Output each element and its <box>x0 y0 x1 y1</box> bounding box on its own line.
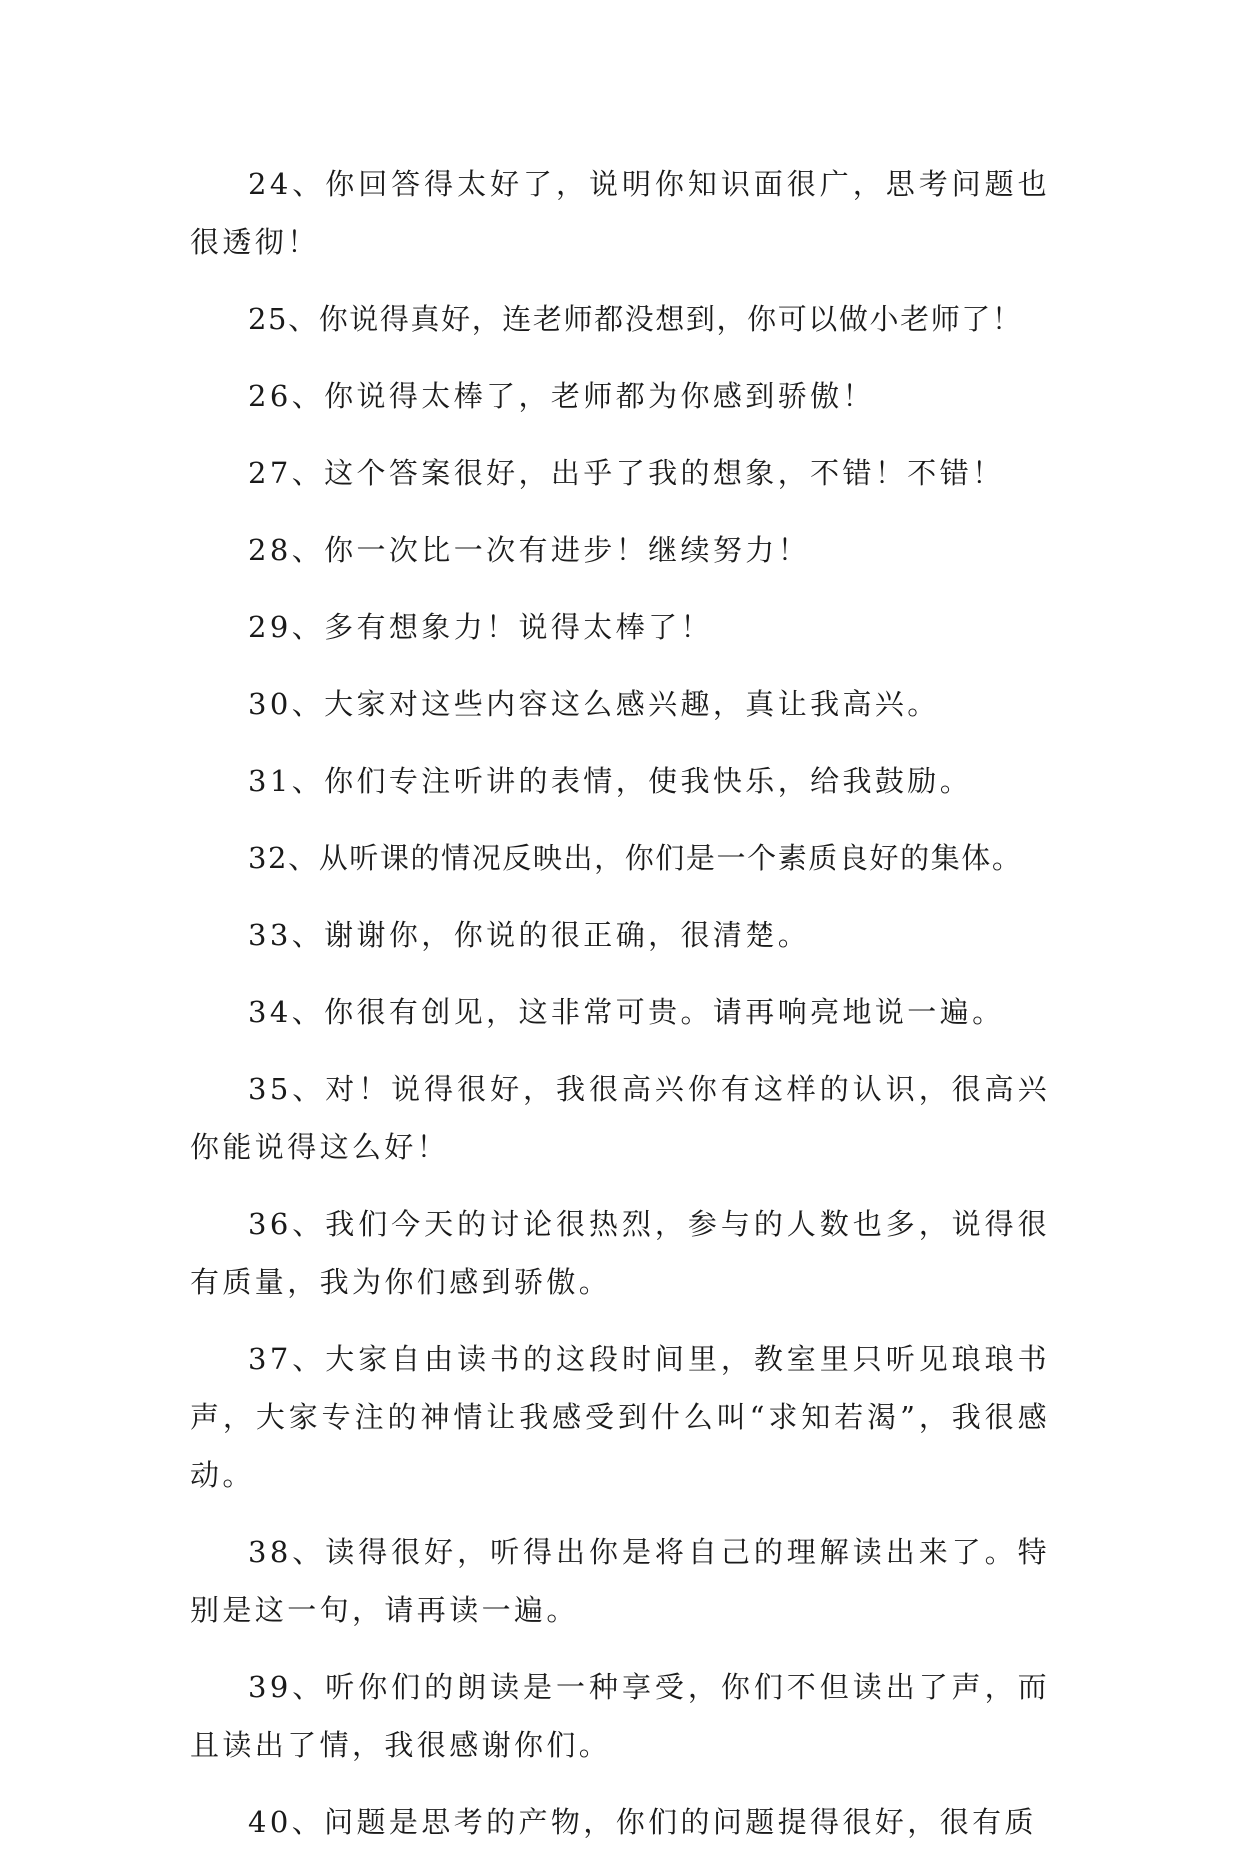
paragraph-31: 31、你们专注听讲的表情，使我快乐，给我鼓励。 <box>248 764 973 798</box>
paragraph-24: 24、你回答得太好了，说明你知识面很广，思考问题也很透彻！ <box>190 167 1050 259</box>
paragraph-33: 33、谢谢你，你说的很正确，很清楚。 <box>248 918 811 952</box>
paragraph-28: 28、你一次比一次有进步！继续努力！ <box>248 533 811 567</box>
paragraph-39: 39、听你们的朗读是一种享受，你们不但读出了声，而且读出了情，我很感谢你们。 <box>190 1670 1050 1762</box>
paragraph-26: 26、你说得太棒了，老师都为你感到骄傲！ <box>248 379 875 413</box>
paragraph-25: 25、你说得真好，连老师都没想到，你可以做小老师了！ <box>248 302 1023 336</box>
paragraph-40: 40、问题是思考的产物，你们的问题提得很好，很有质 <box>248 1805 1037 1839</box>
paragraph-27: 27、这个答案很好，出乎了我的想象，不错！不错！ <box>248 456 1005 490</box>
paragraph-35: 35、对！说得很好，我很高兴你有这样的认识，很高兴你能说得这么好！ <box>190 1072 1050 1164</box>
paragraph-32: 32、从听课的情况反映出，你们是一个素质良好的集体。 <box>248 841 1023 875</box>
paragraph-38: 38、读得很好，听得出你是将自己的理解读出来了。特别是这一句，请再读一遍。 <box>190 1535 1050 1627</box>
paragraph-29: 29、多有想象力！说得太棒了！ <box>248 610 713 644</box>
paragraph-36: 36、我们今天的讨论很热烈，参与的人数也多，说得很有质量，我为你们感到骄傲。 <box>190 1207 1050 1299</box>
paragraph-30: 30、大家对这些内容这么感兴趣，真让我高兴。 <box>248 687 940 721</box>
paragraph-34: 34、你很有创见，这非常可贵。请再响亮地说一遍。 <box>248 995 1005 1029</box>
document-body <box>190 155 1050 1870</box>
paragraph-37: 37、大家自由读书的这段时间里，教室里只听见琅琅书声，大家专注的神情让我感受到什么叫“求知若渴”，我很感动。 <box>190 1342 1050 1492</box>
